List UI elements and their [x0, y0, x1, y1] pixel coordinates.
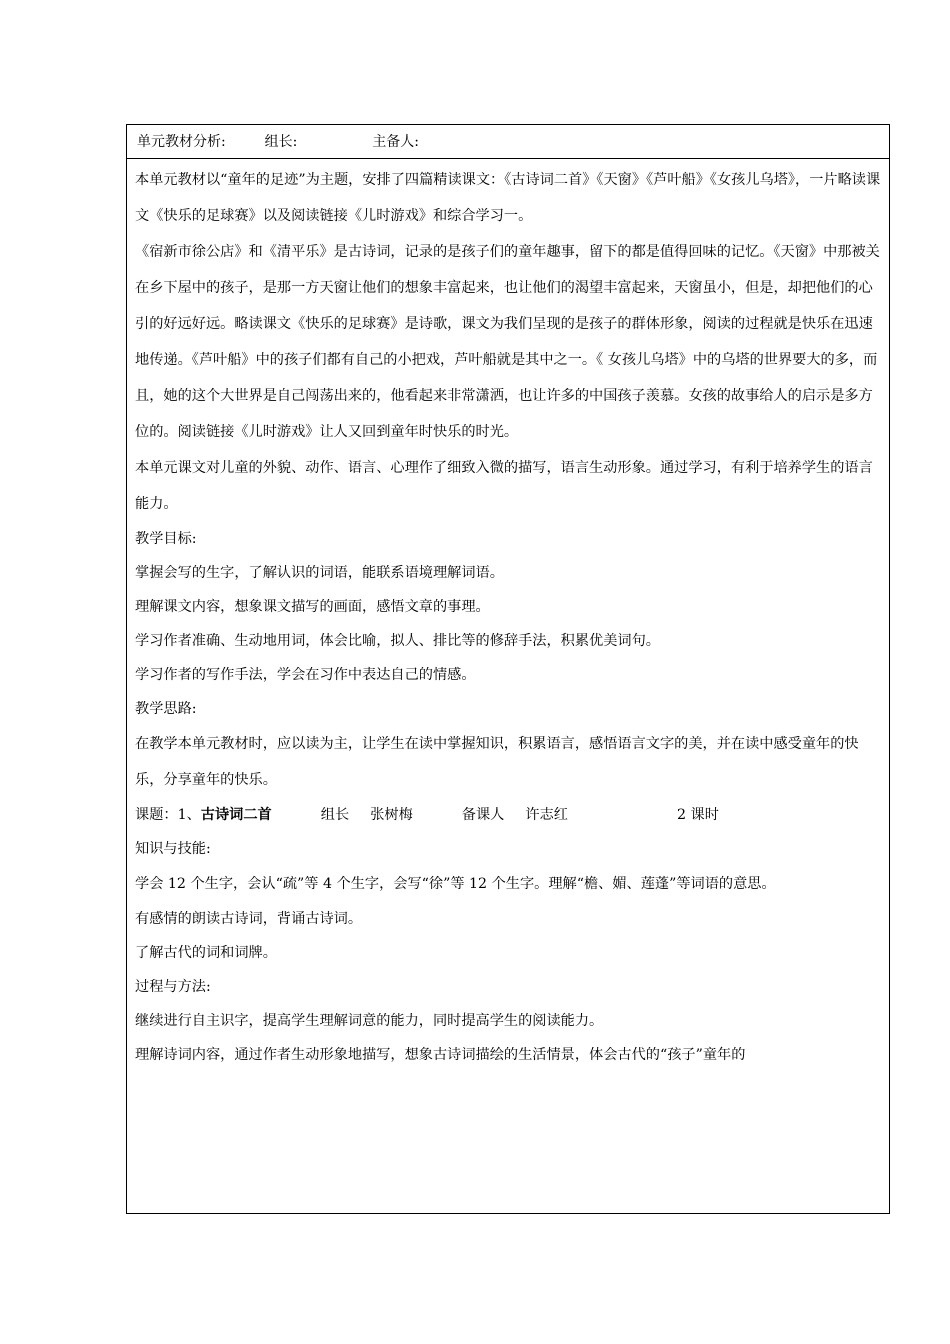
goal-item: 掌握会写的生字，了解认识的词语，能联系语境理解词语。 — [135, 565, 504, 581]
process-item: 继续进行自主识字，提高学生理解词意的能力，同时提高学生的阅读能力。 — [135, 1013, 604, 1029]
lesson-hours: 2 课时 — [677, 807, 719, 823]
goals-heading: 教学目标: — [135, 531, 197, 547]
preparer-label: 主备人: — [372, 134, 419, 150]
lesson-plan-table — [126, 124, 890, 1214]
knowledge-item: 了解古代的词和词牌。 — [135, 945, 277, 961]
lesson-leader-label: 组长 — [320, 807, 350, 823]
knowledge-item: 有感情的朗读古诗词，背诵古诗词。 — [135, 911, 363, 927]
approach-paragraph: 在教学本单元教材时，应以读为主，让学生在读中掌握知识，积累语言，感悟语言文字的美，并在读中感受童年的快乐，分享童年的快乐。 — [135, 736, 859, 788]
lesson-title: 古诗词二首 — [200, 807, 272, 823]
analysis-label: 单元教材分析: — [137, 134, 226, 150]
process-item: 理解诗词内容，通过作者生动形象地描写，想象古诗词描绘的生活情景，体会古代的“孩子”童年的 — [135, 1047, 746, 1063]
table-content — [127, 159, 889, 1072]
lesson-preparer-label: 备课人 — [461, 807, 505, 823]
knowledge-heading: 知识与技能: — [135, 841, 211, 857]
lessons-summary-paragraph: 《宿新市徐公店》和《清平乐》是古诗词，记录的是孩子们的童年趣事，留下的都是值得回味的记忆。《天窗》中那被关在乡下屋中的孩子，是那一方天窗让他们的想象丰富起来，也让他们的渴望丰富起来，天窗虽小，但是，却把他们的心引的好远好远。略读课文《快乐的足球赛》是诗歌，课文为我们呈现的是孩子的群体形象，阅读的过程就是快乐在迅速地传递。《芦叶船》中的孩子们都有自己的小把戏，芦叶船就是其中之一。《 女孩儿乌塔》中的乌塔的世界要大的多，而且，她的这个大世界是自己闯荡出来的，他看起来非常潇洒，也让许多的中国孩子羡慕。女孩的故事给人的启示是多方位的。阅读链接《儿时游戏》让人又回到童年时快乐的时光。 — [135, 244, 880, 440]
leader-label: 组长: — [264, 134, 298, 150]
lesson-info-line — [135, 798, 881, 832]
approach-heading: 教学思路: — [135, 701, 197, 717]
goal-item: 理解课文内容，想象课文描写的画面，感悟文章的事理。 — [135, 599, 490, 615]
knowledge-item: 学会 12 个生字，会认“疏”等 4 个生字，会写“徐”等 12 个生字。理解“檐、媚、莲蓬”等词语的意思。 — [135, 876, 776, 892]
goal-item: 学习作者准确、生动地用词，体会比喻，拟人、排比等的修辞手法，积累优美词句。 — [135, 633, 660, 649]
intro-paragraph: 本单元教材以“童年的足迹”为主题，安排了四篇精读课文：《古诗词二首》《天窗》《芦叶船》《女孩儿乌塔》，一片略读课文《快乐的足球赛》以及阅读链接《儿时游戏》和综合学习一。 — [135, 172, 881, 224]
unit-description-paragraph: 本单元课文对儿童的外貌、动作、语言、心理作了细致入微的描写，语言生动形象。通过学习，有利于培养学生的语言能力。 — [135, 460, 873, 512]
lesson-leader-name: 张树梅 — [370, 807, 413, 823]
lesson-preparer-name: 许志红 — [525, 807, 568, 823]
process-heading: 过程与方法: — [135, 979, 211, 995]
table-header-row — [127, 125, 889, 159]
goal-item: 学习作者的写作手法，学会在习作中表达自己的情感。 — [135, 667, 476, 683]
lesson-prefix: 课题：1、 — [135, 807, 201, 823]
